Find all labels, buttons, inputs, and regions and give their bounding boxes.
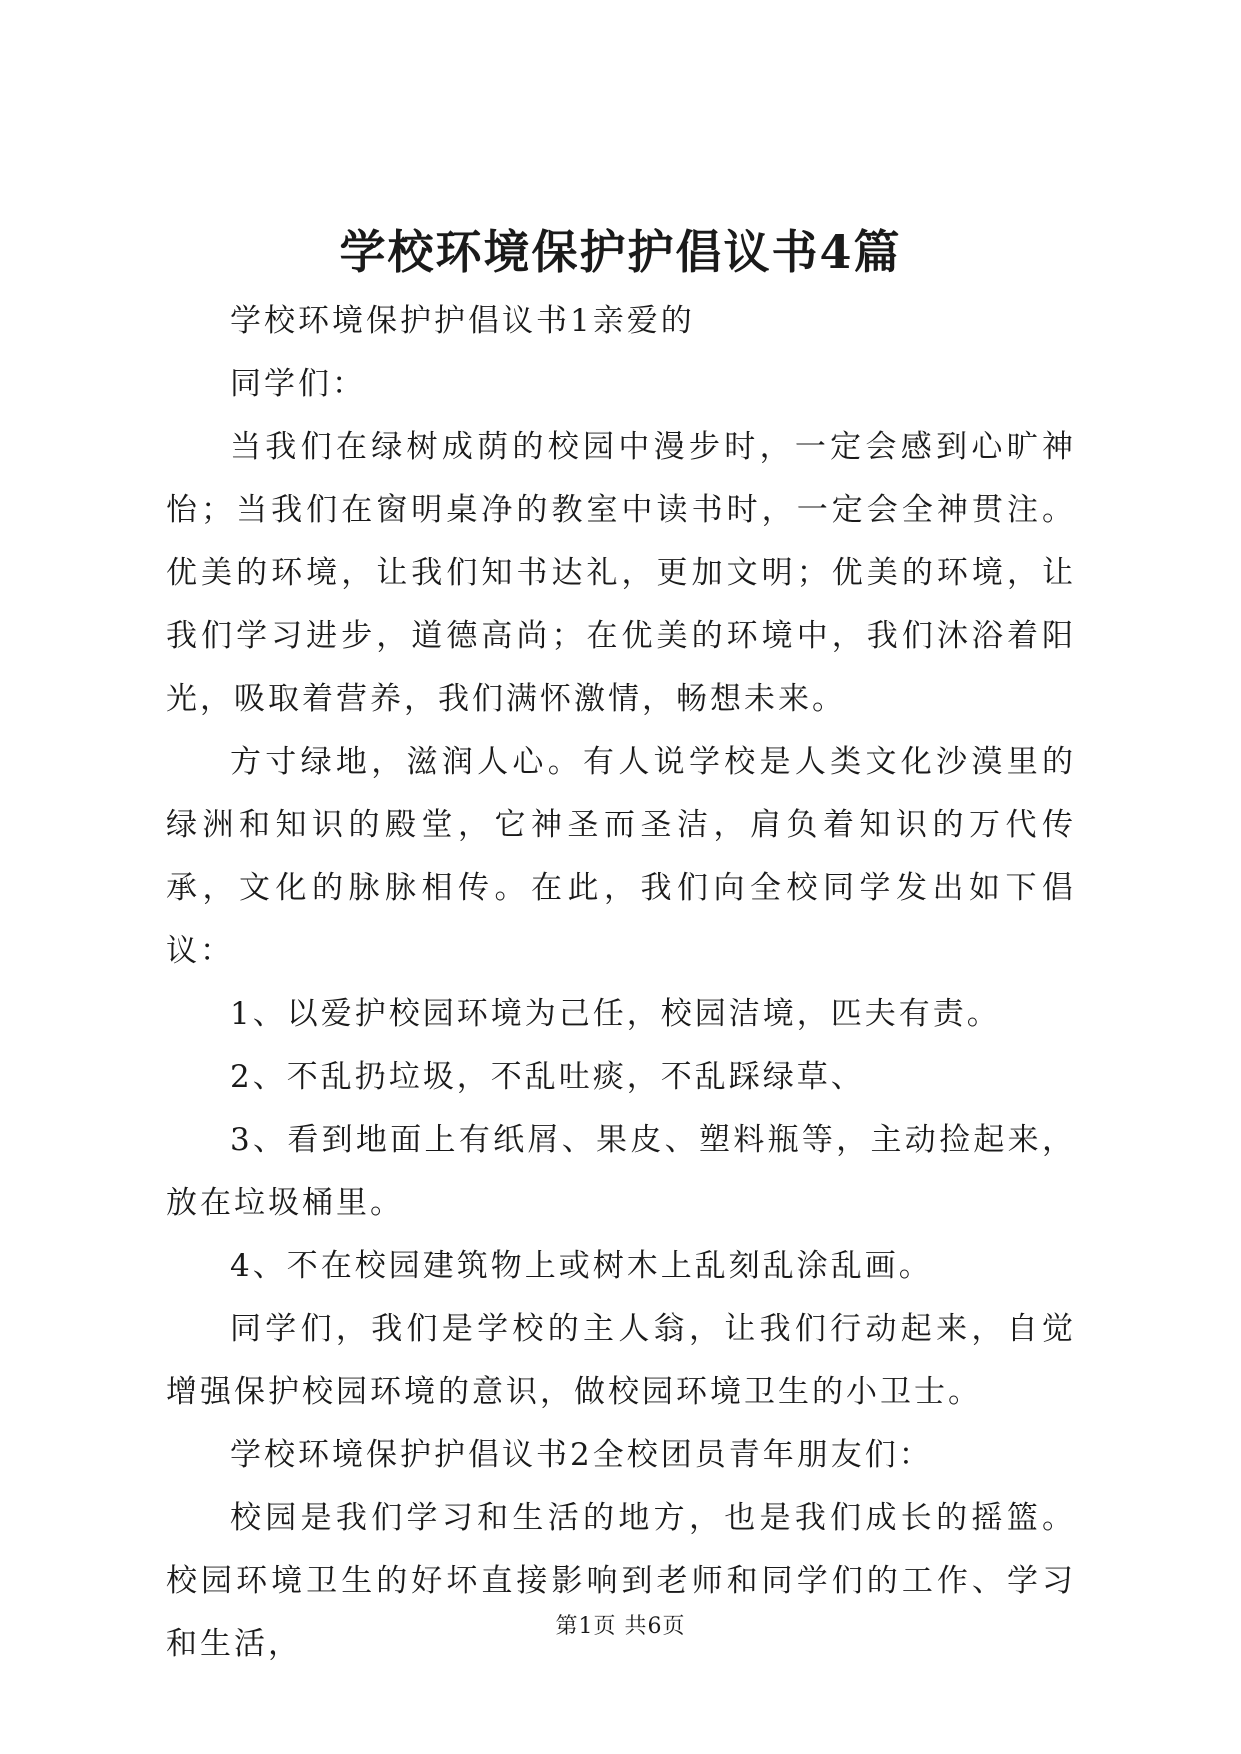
paragraph: 同学们，我们是学校的主人翁，让我们行动起来，自觉增强保护校园环境的意识，做校园环境卫生的小卫士。: [166, 1311, 1076, 1410]
paragraph: 学校环境保护护倡议书2全校团员青年朋友们：: [230, 1437, 933, 1473]
page-footer: [0, 1612, 1241, 1642]
paragraph: 校园是我们学习和生活的地方，也是我们成长的摇篮。校园环境卫生的好坏直接影响到老师和同学们的工作、学习和生活，: [166, 1500, 1076, 1662]
paragraph: 3、看到地面上有纸屑、果皮、塑料瓶等，主动捡起来，放在垃圾桶里。: [166, 1122, 1076, 1221]
paragraph: 同学们：: [230, 366, 366, 402]
paragraph: 2、不乱扔垃圾，不乱吐痰，不乱踩绿草、: [230, 1059, 865, 1095]
paragraph: 4、不在校园建筑物上或树木上乱刻乱涂乱画。: [230, 1248, 933, 1284]
paragraph: 方寸绿地，滋润人心。有人说学校是人类文化沙漠里的绿洲和知识的殿堂，它神圣而圣洁，肩负着知识的万代传承，文化的脉脉相传。在此，我们向全校同学发出如下倡议：: [166, 744, 1076, 969]
paragraph: 学校环境保护护倡议书1亲爱的: [230, 303, 695, 339]
document-body: [166, 290, 1076, 1676]
paragraph: 当我们在绿树成荫的校园中漫步时，一定会感到心旷神怡；当我们在窗明桌净的教室中读书时，一定会全神贯注。优美的环境，让我们知书达礼，更加文明；优美的环境，让我们学习进步，道德高尚；在优美的环境中，我们沐浴着阳光，吸取着营养，我们满怀激情，畅想未来。: [166, 429, 1076, 717]
paragraph: 1、以爱护校园环境为己任，校园洁境，匹夫有责。: [230, 996, 1001, 1032]
page-number: 第1页 共6页: [555, 1614, 686, 1639]
document-title: 学校环境保护护倡议书4篇: [339, 225, 902, 279]
